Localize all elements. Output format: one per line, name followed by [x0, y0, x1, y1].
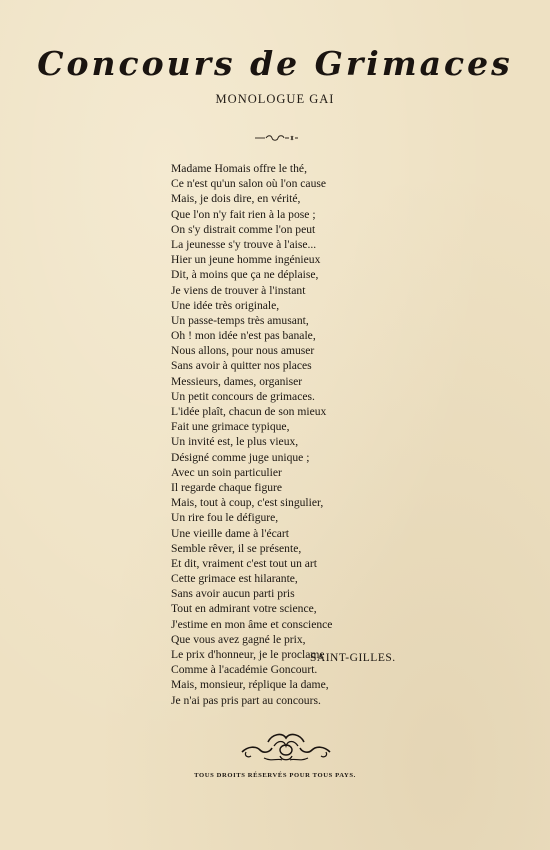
poem-line: L'idée plaît, chacun de son mieux: [171, 405, 327, 418]
author-signature: SAINT-GILLES.: [310, 652, 396, 664]
poem-line: Désigné comme juge unique ;: [171, 450, 310, 464]
poem-line: Un invité est, le plus vieux,: [171, 435, 299, 449]
ornament-divider-icon: [253, 133, 299, 143]
poem-line: Que l'on n'y fait rien à la pose ;: [171, 207, 316, 221]
poem-line: Et dit, vraiment c'est tout un art: [171, 556, 318, 570]
poem-line: Mais, tout à coup, c'est singulier,: [171, 496, 324, 510]
poem-line: Semble rêver, il se présente,: [171, 541, 302, 555]
poem-body: [171, 161, 431, 708]
poem-line: Une vieille dame à l'écart: [171, 526, 289, 540]
poem-line: Il regarde chaque figure: [171, 480, 283, 494]
copyright-notice: TOUS DROITS RÉSERVÉS POUR TOUS PAYS.: [194, 772, 356, 779]
poem-line: Comme à l'académie Goncourt.: [171, 663, 318, 677]
page-subtitle: MONOLOGUE GAI: [215, 92, 335, 106]
poem-line: Sans avoir à quitter nos places: [171, 359, 312, 373]
poem-line: Avec un soin particulier: [171, 465, 282, 479]
floral-vignette-icon: [238, 728, 334, 764]
poem-line: Que vous avez gagné le prix,: [171, 632, 306, 646]
poem-line: On s'y distrait comme l'on peut: [171, 222, 316, 236]
poem-line: Un petit concours de grimaces.: [171, 389, 315, 403]
poem-line: Tout en admirant votre science,: [171, 602, 317, 616]
poem-line: Mais, je dois dire, en vérité,: [171, 192, 301, 206]
poem-line: Hier un jeune homme ingénieux: [171, 253, 321, 267]
poem-line: Le prix d'honneur, je le proclame: [171, 648, 325, 661]
poem-line: Fait une grimace typique,: [171, 420, 290, 434]
poem-line: Je viens de trouver à l'instant: [171, 283, 306, 297]
poem-line: Nous allons, pour nous amuser: [171, 344, 315, 358]
poem-line: Un passe-temps très amusant,: [171, 313, 309, 327]
poem-line: Messieurs, dames, organiser: [171, 374, 303, 388]
page-title: Concours de Grimaces: [37, 44, 513, 83]
poem-line: Mais, monsieur, réplique la dame,: [171, 678, 329, 692]
poem-line: La jeunesse s'y trouve à l'aise...: [171, 237, 317, 251]
poem-line: Une idée très originale,: [171, 298, 280, 312]
poem-line: Dit, à moins que ça ne déplaise,: [171, 268, 319, 282]
poem-line: Un rire fou le défigure,: [171, 511, 279, 525]
poem-line: J'estime en mon âme et conscience: [171, 617, 333, 631]
poem-line: Oh ! mon idée n'est pas banale,: [171, 329, 316, 343]
poem-line: Cette grimace est hilarante,: [171, 572, 298, 586]
poem-line: Ce n'est qu'un salon où l'on cause: [171, 177, 327, 191]
poem-line: Sans avoir aucun parti pris: [171, 587, 295, 601]
poem-line: Je n'ai pas pris part au concours.: [171, 693, 321, 707]
poem-line: Madame Homais offre le thé,: [171, 162, 307, 175]
